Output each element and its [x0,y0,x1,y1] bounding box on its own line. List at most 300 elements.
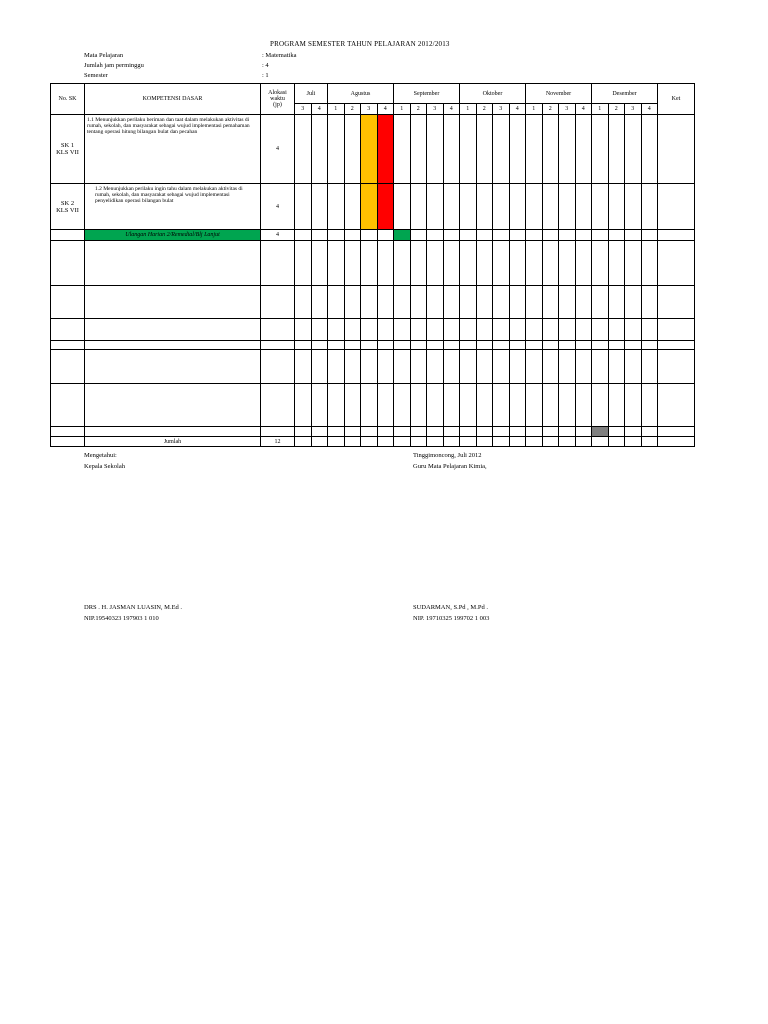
week-header-cell: 3 [361,104,378,115]
week-cell [427,341,444,350]
week-cell [443,384,460,427]
ket-cell [658,319,695,341]
week-cell [344,230,361,241]
week-cell [592,230,609,241]
week-cell [509,350,526,384]
week-cell [493,427,510,437]
ket-cell [658,384,695,427]
week-cell [625,350,642,384]
table-row-empty [51,427,695,437]
week-cell [295,384,312,427]
ket-cell [658,427,695,437]
week-cell [608,437,625,447]
week-cell [526,437,543,447]
week-cell [328,384,345,427]
week-cell [542,427,559,437]
week-cell [641,230,658,241]
header-month-juli: Juli [295,84,328,104]
week-header-cell: 1 [460,104,477,115]
week-cell [295,286,312,319]
week-cell [526,230,543,241]
week-cell [526,341,543,350]
cell-empty [85,350,261,384]
header-kompetensi-dasar: KOMPETENSI DASAR [85,84,261,115]
week-cell [592,437,609,447]
week-cell [295,437,312,447]
week-cell [311,184,328,230]
cell-empty [51,427,85,437]
table-row-empty [51,350,695,384]
info-value-subject: : Matematika [262,52,297,59]
week-cell [575,286,592,319]
week-cell [377,115,394,184]
week-cell [410,184,427,230]
week-cell [559,184,576,230]
cell-sk2-jp: 4 [261,184,295,230]
week-cell [608,230,625,241]
week-cell [295,427,312,437]
week-cell [460,286,477,319]
cell-sk2-label: SK 2 KLS VII [51,184,85,230]
cell-empty [261,384,295,427]
week-cell [460,319,477,341]
ket-cell [658,184,695,230]
week-cell [394,427,411,437]
week-cell [542,350,559,384]
week-cell [443,319,460,341]
header-month-september: September [394,84,460,104]
week-cell [410,241,427,286]
week-cell [361,319,378,341]
week-cell [377,427,394,437]
week-cell [394,115,411,184]
header-month-november: November [526,84,592,104]
week-cell [377,319,394,341]
week-cell [625,286,642,319]
week-header-cell: 2 [542,104,559,115]
week-cell [361,427,378,437]
week-cell [509,341,526,350]
table-row-sk2 [51,184,695,230]
week-cell [509,115,526,184]
week-cell [641,341,658,350]
ket-cell [658,341,695,350]
week-cell [377,384,394,427]
week-cell [493,115,510,184]
cell-jumlah-label: Jumlah [85,437,261,447]
week-cell [295,341,312,350]
cell-sk2-kd: 1.2 Menunjukkan perilaku ingin tahu dalam melakukan aktivitas di rumah, sekolah, dan masyarakat sebagai wujud implementasi penyelidikan operasi bilangan bulat [85,184,261,230]
week-cell [542,437,559,447]
week-cell [460,184,477,230]
week-cell [394,341,411,350]
week-header-cell: 3 [427,104,444,115]
week-cell [542,384,559,427]
week-header-cell: 4 [377,104,394,115]
week-cell [361,184,378,230]
footer-kepala-sekolah: Kepala Sekolah [84,463,125,470]
week-cell [625,341,642,350]
week-cell [608,184,625,230]
week-cell [493,241,510,286]
cell-empty [51,384,85,427]
week-cell [608,384,625,427]
week-cell [427,437,444,447]
week-cell [509,241,526,286]
week-cell [377,241,394,286]
week-cell [410,286,427,319]
week-header-cell: 3 [559,104,576,115]
table-row-empty [51,384,695,427]
cell-empty [51,241,85,286]
week-cell [328,341,345,350]
table-row-ulangan [51,230,695,241]
info-label-semester: Semester [84,72,108,79]
week-cell [592,286,609,319]
week-cell [361,384,378,427]
week-cell [592,384,609,427]
week-cell [311,384,328,427]
week-cell [295,115,312,184]
week-cell [592,319,609,341]
signer-left-name: DRS . H. JASMAN LUASIN, M.Ed . [84,604,183,611]
cell-jumlah-value: 12 [261,437,295,447]
week-cell [410,230,427,241]
week-cell [328,241,345,286]
cell-empty [85,286,261,319]
week-header-cell: 2 [344,104,361,115]
week-header-cell: 4 [509,104,526,115]
week-header-cell: 3 [493,104,510,115]
week-cell [559,350,576,384]
week-cell [328,350,345,384]
week-cell [394,286,411,319]
week-cell [443,115,460,184]
week-cell [295,350,312,384]
week-cell [394,350,411,384]
week-cell [542,241,559,286]
week-cell [509,427,526,437]
week-cell [608,427,625,437]
week-cell [559,384,576,427]
cell-empty [261,427,295,437]
week-cell [361,341,378,350]
week-cell [559,241,576,286]
week-cell [592,115,609,184]
week-cell [377,230,394,241]
cell-jumlah-sk [51,437,85,447]
week-cell [493,437,510,447]
week-cell [625,427,642,437]
week-cell [295,319,312,341]
week-cell [542,230,559,241]
ket-cell [658,230,695,241]
document-title: PROGRAM SEMESTER TAHUN PELAJARAN 2012/2013 [270,40,450,48]
info-value-semester: : 1 [262,72,269,79]
week-cell [493,350,510,384]
week-cell [394,230,411,241]
cell-empty [261,350,295,384]
cell-empty [85,319,261,341]
week-cell [575,230,592,241]
week-cell [509,184,526,230]
week-cell [427,241,444,286]
week-cell [542,319,559,341]
week-cell [641,184,658,230]
week-cell [394,184,411,230]
week-header-cell: 1 [328,104,345,115]
week-cell [641,350,658,384]
week-cell [344,241,361,286]
week-cell [575,350,592,384]
week-header-cell: 3 [625,104,642,115]
ket-cell [658,286,695,319]
week-cell [559,286,576,319]
week-cell [641,384,658,427]
week-cell [559,341,576,350]
week-cell [427,427,444,437]
week-cell [542,286,559,319]
week-cell [328,286,345,319]
signer-right-name: SUDARMAN, S.Pd , M.Pd . [413,604,488,611]
week-cell [575,241,592,286]
ket-cell [658,350,695,384]
cell-ulangan-sk [51,230,85,241]
week-cell [476,341,493,350]
week-cell [608,115,625,184]
week-cell [608,319,625,341]
week-cell [526,350,543,384]
table-row-empty [51,341,695,350]
cell-sk1-label: SK 1 KLS VII [51,115,85,184]
week-cell [443,241,460,286]
week-cell [575,437,592,447]
week-header-cell: 1 [592,104,609,115]
week-cell [542,184,559,230]
week-header-cell: 4 [641,104,658,115]
week-cell [328,115,345,184]
week-cell [344,184,361,230]
week-cell [559,115,576,184]
week-cell [493,384,510,427]
header-ket: Ket [658,84,695,115]
week-header-cell: 4 [443,104,460,115]
ket-cell [658,241,695,286]
week-cell [443,286,460,319]
cell-empty [261,241,295,286]
week-cell [311,115,328,184]
info-value-hours: : 4 [262,62,269,69]
week-cell [559,230,576,241]
week-cell [377,350,394,384]
cell-empty [85,241,261,286]
week-cell [476,184,493,230]
week-cell [592,241,609,286]
cell-empty [85,427,261,437]
week-cell [427,115,444,184]
header-no-sk: No. SK [51,84,85,115]
week-cell [575,341,592,350]
cell-empty [261,319,295,341]
week-cell [311,286,328,319]
week-cell [410,350,427,384]
week-cell [575,319,592,341]
week-cell [443,184,460,230]
week-cell [575,115,592,184]
week-cell [328,230,345,241]
header-month-desember: Desember [592,84,658,104]
week-cell [361,286,378,319]
week-header-cell: 2 [608,104,625,115]
week-cell [592,427,609,437]
week-cell [493,341,510,350]
week-cell [427,384,444,427]
info-label-hours: Jumlah jam perminggu [84,62,144,69]
week-cell [608,341,625,350]
week-cell [460,230,477,241]
week-cell [410,384,427,427]
header-month-oktober: Oktober [460,84,526,104]
week-cell [328,427,345,437]
week-header-cell: 1 [526,104,543,115]
week-cell [311,230,328,241]
week-cell [526,319,543,341]
week-cell [394,319,411,341]
week-cell [608,241,625,286]
week-cell [394,437,411,447]
week-cell [493,230,510,241]
cell-empty [261,286,295,319]
week-cell [394,241,411,286]
cell-empty [261,341,295,350]
week-cell [559,437,576,447]
week-cell [344,384,361,427]
week-cell [592,350,609,384]
ket-cell [658,437,695,447]
week-cell [427,350,444,384]
signer-left-nip: NIP.19540323 197903 1 010 [84,615,159,622]
week-header-cell: 2 [410,104,427,115]
week-cell [427,230,444,241]
signer-right-nip: NIP. 19710325 199702 1 003 [413,615,490,622]
week-cell [311,341,328,350]
week-cell [641,319,658,341]
table-row-empty [51,319,695,341]
week-cell [625,184,642,230]
week-cell [295,241,312,286]
week-cell [410,437,427,447]
week-cell [608,350,625,384]
week-cell [509,230,526,241]
week-cell [526,184,543,230]
week-cell [493,319,510,341]
week-cell [443,427,460,437]
week-cell [476,427,493,437]
cell-empty [85,341,261,350]
week-cell [361,230,378,241]
week-cell [592,184,609,230]
ket-cell [658,115,695,184]
week-cell [460,341,477,350]
week-cell [509,319,526,341]
week-header-cell: 2 [476,104,493,115]
week-cell [443,437,460,447]
table-row-empty [51,286,695,319]
week-cell [476,241,493,286]
week-cell [460,384,477,427]
week-cell [394,384,411,427]
week-cell [328,319,345,341]
week-cell [460,350,477,384]
week-cell [542,341,559,350]
week-cell [641,286,658,319]
week-cell [625,115,642,184]
week-cell [377,341,394,350]
week-cell [443,350,460,384]
week-cell [295,230,312,241]
cell-empty [85,384,261,427]
week-cell [344,350,361,384]
week-cell [526,286,543,319]
week-cell [476,115,493,184]
week-cell [641,437,658,447]
week-cell [460,241,477,286]
week-cell [509,437,526,447]
week-cell [427,184,444,230]
table-row-empty [51,241,695,286]
week-cell [509,286,526,319]
header-month-agustus: Agustus [328,84,394,104]
week-cell [476,384,493,427]
week-cell [476,286,493,319]
week-cell [625,437,642,447]
week-cell [592,341,609,350]
week-cell [410,319,427,341]
week-cell [460,427,477,437]
week-cell [361,437,378,447]
week-cell [443,230,460,241]
week-cell [526,115,543,184]
week-cell [493,286,510,319]
week-cell [509,384,526,427]
week-cell [377,286,394,319]
table-row-jumlah [51,437,695,447]
week-cell [377,437,394,447]
week-cell [625,319,642,341]
week-cell [311,427,328,437]
cell-empty [51,286,85,319]
cell-empty [51,319,85,341]
footer-mengetahui: Mengetahui: [84,452,117,459]
week-cell [493,184,510,230]
week-cell [410,427,427,437]
cell-ulangan-jp: 4 [261,230,295,241]
week-cell [575,427,592,437]
week-cell [361,241,378,286]
cell-empty [51,350,85,384]
week-cell [476,437,493,447]
week-cell [476,319,493,341]
week-cell [641,241,658,286]
semester-program-table [50,83,695,447]
week-cell [559,427,576,437]
week-cell [625,241,642,286]
week-cell [625,384,642,427]
week-cell [344,437,361,447]
week-cell [344,115,361,184]
week-cell [427,286,444,319]
week-header-cell: 4 [311,104,328,115]
